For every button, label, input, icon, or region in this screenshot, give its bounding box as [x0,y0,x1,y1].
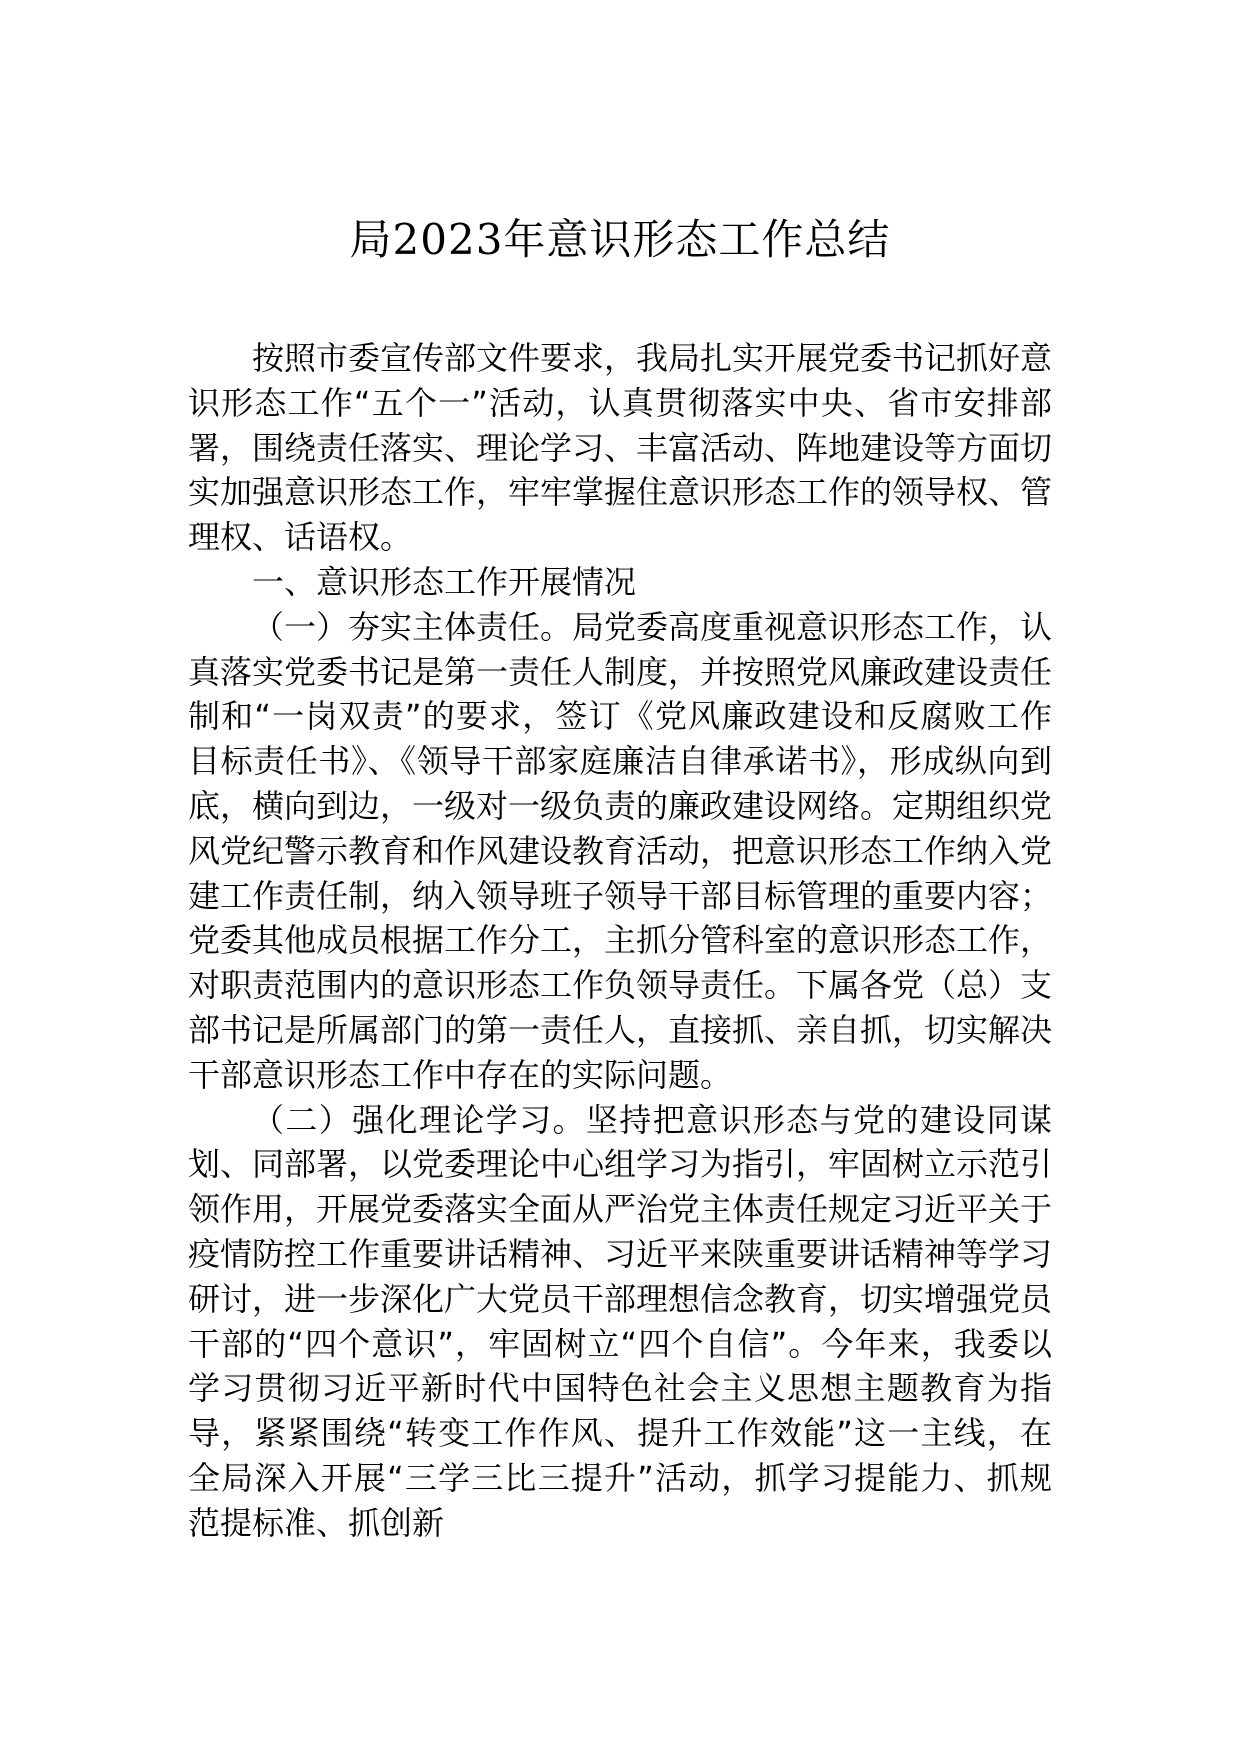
subsection-paragraph-1: （一）夯实主体责任。局党委高度重视意识形态工作，认真落实党委书记是第一责任人制度，并按照党风廉政建设责任制和“一岗双责”的要求，签订《党风廉政建设和反腐败工作目标责任书》、《领导干部家庭廉洁自律承诺书》，形成纵向到底，横向到边，一级对一级负责的廉政建设网络。定期组织党风党纪警示教育和作风建设教育活动，把意识形态工作纳入党建工作责任制，纳入领导班子领导干部目标管理的重要内容；党委其他成员根据工作分工，主抓分管科室的意识形态工作，对职责范围内的意识形态工作负领导责任。下属各党（总）支部书记是所属部门的第一责任人，直接抓、亲自抓，切实解决干部意识形态工作中存在的实际问题。 [188,607,1053,1094]
document-title: 局2023年意识形态工作总结 [349,215,891,264]
document-body [188,336,1052,1546]
subsection-paragraph-2: （二）强化理论学习。坚持把意识形态与党的建设同谋划、同部署，以党委理论中心组学习为指引，牢固树立示范引领作用，开展党委落实全面从严治党主体责任规定习近平关于疫情防控工作重要讲话精神、习近平来陕重要讲话精神等学习研讨，进一步深化广大党员干部理想信念教育，切实增强党员干部的“四个意识”，牢固树立“四个自信”。今年来，我委以学习贯彻习近平新时代中国特色社会主义思想主题教育为指导，紧紧围绕“转变工作作风、提升工作效能”这一主线，在全局深入开展“三学三比三提升”活动，抓学习提能力、抓规范提标准、抓创新 [188,1100,1053,1542]
section-heading: 一、意识形态工作开展情况 [252,562,637,601]
intro-paragraph: 按照市委宣传部文件要求，我局扎实开展党委书记抓好意识形态工作“五个一”活动，认真贯彻落实中央、省市安排部署，围绕责任落实、理论学习、丰富活动、阵地建设等方面切实加强意识形态工作，牢牢掌握住意识形态工作的领导权、管理权、话语权。 [188,339,1053,557]
